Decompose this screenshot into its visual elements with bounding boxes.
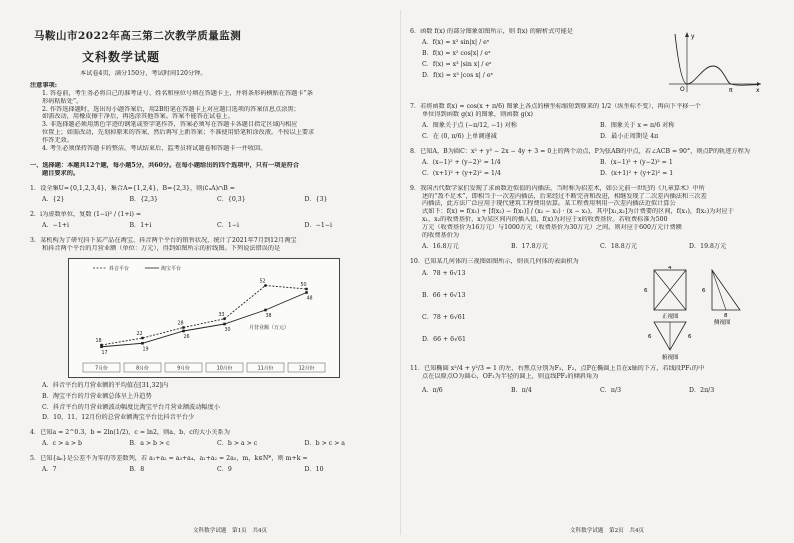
x-tick-label: 7月份 xyxy=(95,366,108,372)
question-8-options xyxy=(410,159,778,167)
option: C．f(x) = x³ |sin x| / eˣ xyxy=(422,60,492,68)
option: B．1+i xyxy=(129,221,152,229)
question-4-options xyxy=(30,440,392,448)
section-heading xyxy=(30,162,392,178)
question-11 xyxy=(410,365,778,381)
data-point xyxy=(141,336,144,339)
notice-line: 2. 作答选择题时，选出每小题答案后，用2B铅笔在答题卡上对应题目选项的答案信息点涂黑； xyxy=(42,105,300,113)
data-point xyxy=(305,287,308,290)
question-11-options xyxy=(410,387,778,395)
question-10: 10．已知某几何体的三视图如图所示，则该几何体的表面积为 xyxy=(410,258,579,266)
option: A．{2} xyxy=(42,195,65,203)
data-point xyxy=(305,291,308,294)
question-3-line: 和抖音两个平台的月营业额（单位：万元），得到如图所示的折线图。下列说法错误的是 xyxy=(42,244,281,252)
option: B．图象关于 x = π/6 对称 xyxy=(600,121,675,129)
three-views-figure xyxy=(640,266,780,362)
option: A．78 + 6√13 xyxy=(422,270,466,277)
question-2: 2．i为虚数单位，复数 (1−i)² / (1+i) = xyxy=(30,210,142,218)
question-9-line: 内插法，此方法广泛应用于现代建筑工程费用估算。某工程费用利用一次差内插法近似计算公 xyxy=(422,200,676,208)
data-label: 52 xyxy=(259,279,266,285)
option: C．18.8万元 xyxy=(600,243,638,251)
legend-label: 淘宝平台 xyxy=(161,265,182,272)
option: D．10 xyxy=(304,466,324,474)
notice-line: 如需改动，用橡皮擦干净后，再选涂其他答案。答案不能答在试卷上。 xyxy=(42,113,234,121)
question-5: 5．已知{aₙ}是公差不为零的等差数列，若 a₁+a₂ = a₃+a₄，a₁+a₂ = 2a₅，m，k∈N*，则 m+k = xyxy=(30,455,308,463)
x-tick-label: 8月份 xyxy=(136,366,149,372)
data-point xyxy=(264,308,267,311)
option: B．8 xyxy=(129,466,145,474)
option: B．π/4 xyxy=(511,386,532,394)
dimension-label: 6 xyxy=(688,334,692,341)
page-footer: 文科数学试题 第2页 共4页 xyxy=(569,527,645,534)
question-9-line: 9．我国古代数学家们发现了求函数近似值的内插法，当时称为招差术，如公元前一世纪的《九章算术》中所 xyxy=(410,184,705,192)
notice-line: 4. 考生必须保持答题卡的整洁。考试结束后，监考员将试题卷和答题卡一并收回。 xyxy=(42,145,267,153)
data-label: 33 xyxy=(218,312,225,318)
option: A．7 xyxy=(42,466,57,474)
view-label: 侧视图 xyxy=(714,320,731,327)
option: D．b > c > a xyxy=(304,440,345,448)
data-label: 30 xyxy=(224,327,231,333)
option: A．16.8万元 xyxy=(422,243,459,251)
section-heading-line: 题目要求的。 xyxy=(42,170,80,178)
option: B．a > b > c xyxy=(129,440,170,448)
paper-title: 文科数学试题 xyxy=(82,50,161,65)
option: C．(x+1)² + (y+2)² = 1/4 xyxy=(422,169,501,177)
data-point xyxy=(264,284,267,287)
question-3-options xyxy=(30,382,392,423)
option: D．19.8万元 xyxy=(689,243,727,251)
question-1-options xyxy=(30,196,392,204)
option: D．最小正周期是 4π xyxy=(600,132,659,140)
notice-heading: 注意事项: xyxy=(30,81,58,89)
option: B．f(x) = x² cos|x| / eˣ xyxy=(422,49,491,57)
series-line xyxy=(102,292,307,346)
question-9-line: x₁，x₂的收费基价，x为某区间内的插入值，f(x)为对应于x的收费基价。若收费标准为500 xyxy=(422,216,668,224)
option: C．1−i xyxy=(217,221,240,229)
option: C．9 xyxy=(217,466,232,474)
line-chart xyxy=(68,258,340,378)
option: D．−1−i xyxy=(304,221,332,229)
option: D．10、11、12月份的总营业额淘宝平台比抖音平台少 xyxy=(42,414,195,422)
option: B．{2,3} xyxy=(129,195,158,203)
data-point xyxy=(223,317,226,320)
data-point xyxy=(182,329,185,332)
question-6: 6．函数 f(x) 的部分图象如图所示，则 f(x) 的解析式可能是 xyxy=(410,28,573,35)
section-heading-line: 一、选择题：本题共12个题，每小题5分，共60分。在每小题给出的四个选项中，只有一项是符合 xyxy=(30,162,300,170)
option: C．{0,3} xyxy=(217,195,246,203)
x-tick-label: 11月份 xyxy=(257,366,274,372)
option: A．图象关于点 (−π/12, −1) 对称 xyxy=(422,121,517,129)
graph-label: x xyxy=(756,87,760,94)
x-tick-label: 12月份 xyxy=(298,366,315,372)
question-2-options xyxy=(30,222,392,230)
question-3-line: 3．某机构为了研究抖下某产品在淘宝、抖音两个平台的销售状况，统计了2021年7月到12月淘宝 xyxy=(30,236,297,244)
notice-line: 作答无效。 xyxy=(42,137,73,145)
series-line xyxy=(102,285,307,345)
function-graph xyxy=(665,30,765,94)
exam-info: 本试卷4页，满分150分，考试时间120分钟。 xyxy=(80,69,207,77)
notice-list xyxy=(30,90,392,154)
data-label: 38 xyxy=(265,313,272,319)
question-7-line: 单位得到函数 g(x) 的图象，则函数 g(x) xyxy=(422,110,533,118)
option: D．f(x) = x³ |cos x| / eˣ xyxy=(422,71,494,79)
option: A．π/6 xyxy=(422,386,443,394)
option: A．c > a > b xyxy=(42,440,83,448)
data-label: 22 xyxy=(136,331,143,337)
graph-label: y xyxy=(691,33,695,40)
data-point xyxy=(100,345,103,348)
dimension-label: 8 xyxy=(724,313,728,320)
data-label: 28 xyxy=(177,321,184,327)
data-point xyxy=(223,322,226,325)
data-label: 17 xyxy=(101,350,108,356)
view-label: 俯视图 xyxy=(662,355,679,362)
option: D．66 + 6√61 xyxy=(422,335,466,343)
question-9-line: 式如下：f(x) = f(x₁) + [f(x₂) − f(x₁)] / (x₂ − x₁) · (x − x₁)，其中[x₁,x₂]为计费要的区间，f(x₁)，f(x₂)为对应于 xyxy=(422,208,734,216)
data-point xyxy=(182,326,185,329)
question-11-line: 点在以原点O为圆心，OF₂为半径的圆上，则直线PF₂的倾斜角为 xyxy=(422,373,599,380)
question-11-line: 11．已知椭圆 x²/4 + y²/3 = 1 的左、右焦点分别为F₁，F₂，点P在椭圆上且在x轴的下方，若线段PF₁的中 xyxy=(410,365,705,373)
line-chart-svg xyxy=(69,259,339,377)
question-8: 8．已知A，B为圆C：x² + y² − 2x − 4y + 3 = 0上的两个动点，P为弦AB的中点，若∠ACB = 90°，则点P的轨迹方程为 xyxy=(410,147,750,155)
option: C．78 + 6√61 xyxy=(422,313,466,321)
option: B．(x−1)² + (y−2)² = 1 xyxy=(600,158,673,166)
question-9-line: 万元（收费基价为16万元）与1000万元（收费基价为30万元）之间，则对应于600万元计费额 xyxy=(422,224,682,232)
dimension-label: 4 xyxy=(668,266,672,272)
option: A．−1+i xyxy=(42,221,69,229)
question-7-options xyxy=(410,122,778,130)
data-point xyxy=(141,342,144,345)
side-view xyxy=(712,270,740,310)
data-label: 18 xyxy=(95,338,102,344)
question-9-options xyxy=(410,243,778,251)
question-9 xyxy=(410,185,778,241)
x-tick-label: 9月份 xyxy=(177,366,190,372)
notice-line: 形码粘贴处”。 xyxy=(42,97,83,105)
question-1: 1．设全集U={0,1,2,3,4}，集合A={1,2,4}，B={2,3}，则(∁ᵤA)∩B = xyxy=(30,185,235,193)
question-10-block xyxy=(410,258,778,362)
option: A．(x−1)² + (y−2)² = 1/4 xyxy=(422,158,501,166)
option: A．f(x) = x² sin|x| / eˣ xyxy=(422,38,490,46)
notice-line: 1. 答卷前，考生务必将自己的准考证号、姓名和座位号填在答题卡上，并将条形码横贴在答题卡“条 xyxy=(42,89,313,97)
page-footer: 文科数学试题 第1页 共4页 xyxy=(192,527,268,534)
notice-line: 3. 非选择题必须用黑色字迹的钢笔或签字笔作答，答案必须写在答题卡各题目指定区域内相应 xyxy=(42,121,298,129)
exam-title: 马鞍山市2022年高三第二次教学质量监测 xyxy=(34,30,242,42)
question-8-options xyxy=(410,170,778,178)
option: D．(x+1)² + (y+2)² = 1 xyxy=(600,169,674,177)
question-7 xyxy=(410,103,778,119)
notice-line: 位置上；如需改动，先划掉原来的答案，然后再写上新答案；不准使用铅笔和涂改液。不按以上要求 xyxy=(42,129,315,137)
data-label: 26 xyxy=(183,334,190,340)
option: C．抖音平台的月营业额波动幅度比淘宝平台月营业额波动幅度小 xyxy=(42,403,220,411)
graph-label: O xyxy=(680,86,685,93)
question-9-line: 的收费基价为 xyxy=(422,232,460,240)
question-6-block xyxy=(410,28,778,96)
option: A．抖音平台的月营业额的平均值在[31,32]内 xyxy=(42,381,169,389)
legend-label: 抖音平台 xyxy=(109,265,130,272)
option: D．2π/3 xyxy=(689,386,715,394)
dimension-label: 6 xyxy=(648,334,652,341)
option: C．在 (0, π/6) 上单调递减 xyxy=(422,132,497,140)
data-label: 48 xyxy=(306,296,313,302)
dimension-label: 6 xyxy=(702,288,706,295)
x-tick-label: 10月份 xyxy=(216,366,233,372)
option: D．{3} xyxy=(304,195,328,203)
question-5-options xyxy=(30,466,392,474)
option: B．淘宝平台的月营业额总体呈上升趋势 xyxy=(42,392,152,400)
question-9-line: 述的“盈不足术”，即相当于一次差内插法，后来经过不断完善和改进，相继发现了二次差内插法和三次差 xyxy=(422,192,707,200)
question-3 xyxy=(30,237,392,253)
graph-label: π xyxy=(729,87,733,94)
question-7-line: 7．若将函数 f(x) = cos(x + π/6) 图象上各点的横坐标缩短到原来的 1/2（纵坐标不变），再向下平移一个 xyxy=(410,103,701,110)
option: C．π/3 xyxy=(600,386,622,394)
data-label: 19 xyxy=(142,346,149,352)
option: C．b > a > c xyxy=(217,440,258,448)
question-4: 4．已知a = 2^0.3，b = 2ln(1/2)，c = ln2，则a、b、c的大小关系为 xyxy=(30,429,230,437)
question-7-options xyxy=(410,133,778,141)
view-label: 正视图 xyxy=(662,314,679,321)
option: B．66 + 6√13 xyxy=(422,291,466,299)
page-2 xyxy=(400,0,794,543)
data-label: 50 xyxy=(300,282,307,288)
y-axis-label: 月营业额（万元） xyxy=(249,324,290,331)
dimension-label: 6 xyxy=(644,288,648,295)
option: B．17.8万元 xyxy=(511,243,548,251)
